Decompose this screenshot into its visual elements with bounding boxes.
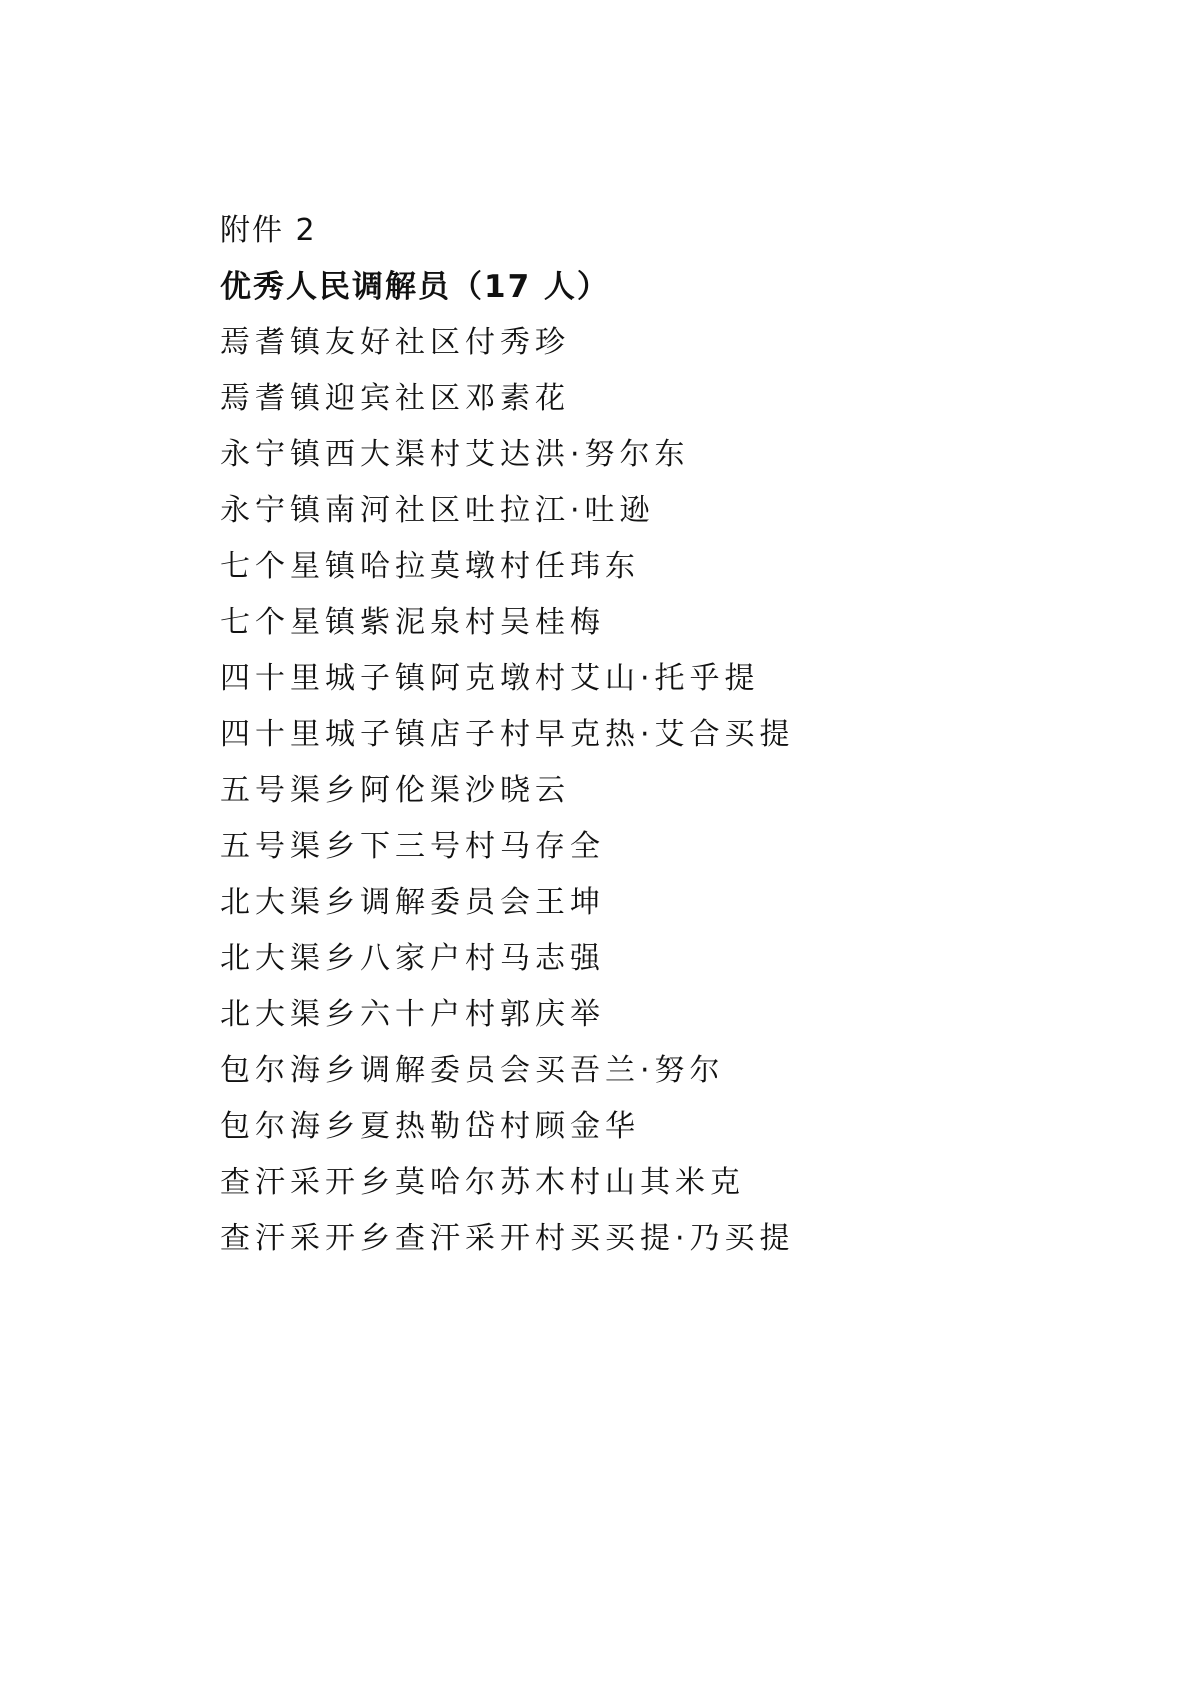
list-item: 四十里城子镇阿克墩村艾山·托乎提 (220, 661, 760, 696)
list-item: 永宁镇南河社区吐拉江·吐逊 (220, 493, 655, 528)
list-item: 北大渠乡六十户村郭庆举 (220, 997, 605, 1032)
list-item: 包尔海乡调解委员会买吾兰·努尔 (220, 1053, 725, 1088)
list-item: 查汗采开乡莫哈尔苏木村山其米克 (220, 1165, 745, 1200)
list-item: 包尔海乡夏热勒岱村顾金华 (220, 1109, 640, 1144)
list-item: 查汗采开乡查汗采开村买买提·乃买提 (220, 1221, 795, 1256)
list-item: 四十里城子镇店子村早克热·艾合买提 (220, 717, 795, 752)
list-item: 北大渠乡八家户村马志强 (220, 941, 605, 976)
list-item: 七个星镇哈拉莫墩村任玮东 (220, 549, 640, 584)
list-item: 北大渠乡调解委员会王坤 (220, 885, 605, 920)
attachment-label: 附件 2 (220, 213, 317, 248)
list-item: 焉耆镇迎宾社区邓素花 (220, 381, 570, 416)
section-title: 优秀人民调解员（17 人） (220, 269, 610, 305)
list-item: 七个星镇紫泥泉村吴桂梅 (220, 605, 605, 640)
list-item: 五号渠乡下三号村马存全 (220, 829, 605, 864)
document-content (220, 203, 1120, 1267)
mediator-list (220, 315, 1120, 1267)
list-item: 永宁镇西大渠村艾达洪·努尔东 (220, 437, 690, 472)
list-item: 焉耆镇友好社区付秀珍 (220, 325, 570, 360)
list-item: 五号渠乡阿伦渠沙晓云 (220, 773, 570, 808)
